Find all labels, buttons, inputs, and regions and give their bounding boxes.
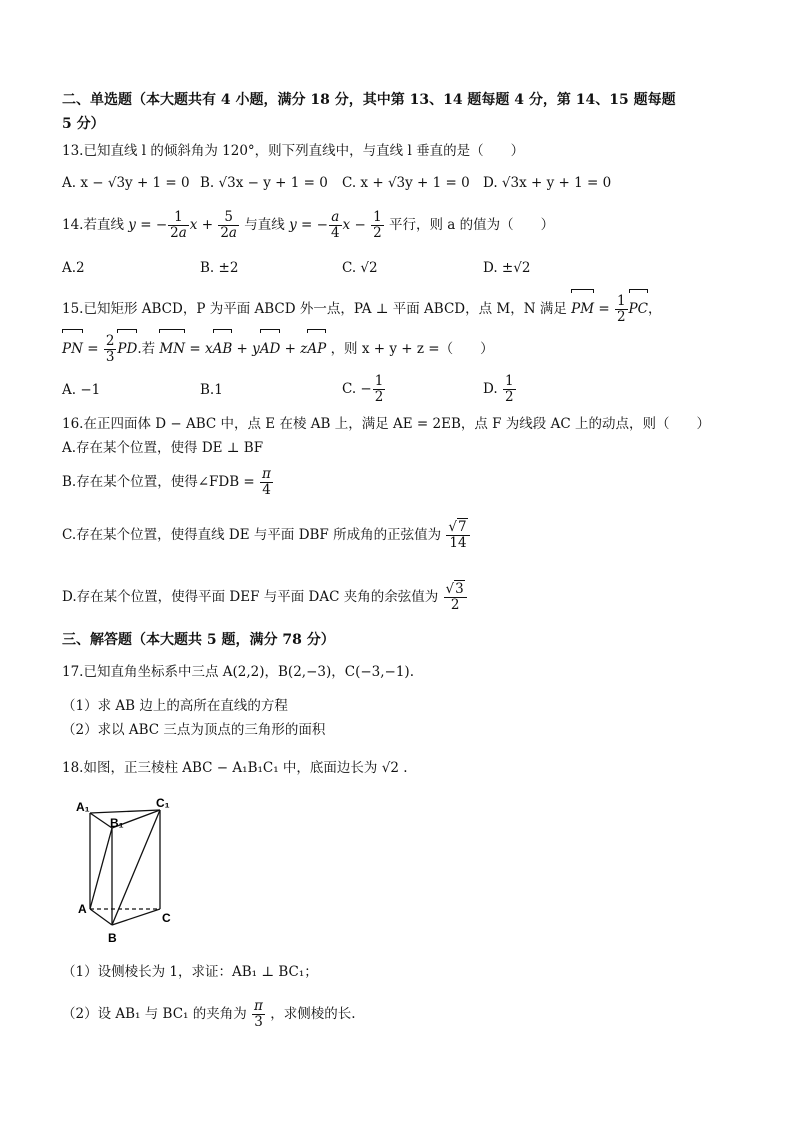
section-heading-continuation: 5 分） [62,116,105,132]
label-b1: B₁ [110,816,124,830]
q16-option-c-text: C.存在某个位置，使得直线 DE 与平面 DBF 所成角的正弦值为 [62,527,442,543]
prism-figure [70,795,185,950]
q16-option-b-text: B.存在某个位置，使得∠FDB = [62,474,255,490]
question-18-stem: 18.如图，正三棱柱 ABC − A₁B₁C₁ 中，底面边长为 √2 . [62,760,408,776]
question-16-stem: 16.在正四面体 D − ABC 中，点 E 在棱 AB 上，满足 AE = 2EB，点 F 为线段 AC 上的动点，则（ ） [62,416,710,432]
question-17-stem: 17.已知直角坐标系中三点 A(2,2)，B(2,−3)，C(−3,−1). [62,664,414,680]
q14-option-c: C. √2 [342,260,378,276]
q13-option-d: D. √3x + y + 1 = 0 [483,175,612,191]
q15-option-c: C. − $\frac{1}{2}$ [342,373,384,405]
q14-option-a: A.2 [62,260,85,276]
q16-option-d-text: D.存在某个位置，使得平面 DEF 与平面 DAC 夹角的余弦值为 [62,589,439,605]
q14-option-d: D. ±√2 [483,260,531,276]
question-13-stem: 13.已知直线 l 的倾斜角为 120°，则下列直线中，与直线 l 垂直的是（ ） [62,143,525,159]
segment-a-b1 [90,828,112,909]
section-heading-solutions: 三、解答题（本大题共 5 题，满分 78 分） [62,632,335,648]
q15-line1-text: 15.已知矩形 ABCD，P 为平面 ABCD 外一点，PA ⊥ 平面 ABCD，点 M，N 满足 [62,301,567,317]
q18-part-2: （2）设 AB₁ 与 BC₁ 的夹角为 $\frac{\pi}{3}$ ，求侧棱的长. [62,998,356,1030]
q17-part-2: （2）求以 ABC 三点为顶点的三角形的面积 [62,722,326,738]
q14-suffix: 平行，则 a 的值为（ ） [388,217,555,233]
q13-option-b: B. √3x − y + 1 = 0 [200,175,328,191]
edge-a1-c1 [90,810,160,813]
q15-option-a: A. −1 [62,382,101,398]
q13-option-a: A. x − √3y + 1 = 0 [62,175,190,191]
q16-option-d: D.存在某个位置，使得平面 DEF 与平面 DAC 夹角的余弦值为 $\frac{√3}{2}$ [62,578,468,616]
q14-option-b: B. ±2 [200,260,239,276]
q14-line2-expr: y = − $\frac{a}{4}$ x − $\frac{1}{2}$ [289,209,382,241]
q18-part-2-prefix: （2）设 AB₁ 与 BC₁ 的夹角为 [62,1006,247,1022]
edge-a1-b1 [90,813,112,828]
q15-line2-tail: ，则 x + y + z =（ ） [330,341,494,357]
q15-pm-relation: PM = $\frac{1}{2}$ PC， [571,293,662,325]
q16-option-a: A.存在某个位置，使得 DE ⊥ BF [62,440,264,456]
q15-option-d: D. $\frac{1}{2}$ [483,373,514,405]
question-15-line2 [62,332,494,366]
label-c: C [162,911,171,925]
q16-option-c: C.存在某个位置，使得直线 DE 与平面 DBF 所成角的正弦值为 $\frac{√7}{14}$ [62,516,471,554]
q15-option-c-label: C. − [342,381,372,397]
q15-pn-relation: PN = $\frac{2}{3}$ PD.若 MN = xAB + yAD + zAP [62,333,327,365]
q14-prefix: 14.若直线 [62,217,124,233]
label-b: B [108,931,117,945]
q15-option-d-label: D. [483,381,498,397]
edge-b-c [112,909,160,925]
label-a: A [78,902,87,916]
label-c1: C₁ [156,796,170,810]
edge-a-b [90,909,112,925]
q16-option-b: B.存在某个位置，使得∠FDB = $\frac{\pi}{4}$ [62,466,271,498]
label-a1: A₁ [76,800,90,814]
q18-part-2-suffix: ，求侧棱的长. [270,1006,356,1022]
q14-middle: 与直线 [244,217,285,233]
q13-option-c: C. x + √3y + 1 = 0 [342,175,470,191]
q14-line1-expr: y = − $\frac{1}{2a}$ x + $\frac{5}{2a}$ [128,209,237,241]
section-heading-single-choice: 二、单选题（本大题共有 4 小题，满分 18 分，其中第 13、14 题每题 4 分，第 14、15 题每题 [62,92,676,108]
q17-part-1: （1）求 AB 边上的高所在直线的方程 [62,698,288,714]
question-15-line1 [62,292,661,326]
q18-part-1: （1）设侧棱长为 1，求证：AB₁ ⊥ BC₁； [62,964,318,980]
q15-option-b: B.1 [200,382,223,398]
question-14-stem [62,208,554,242]
